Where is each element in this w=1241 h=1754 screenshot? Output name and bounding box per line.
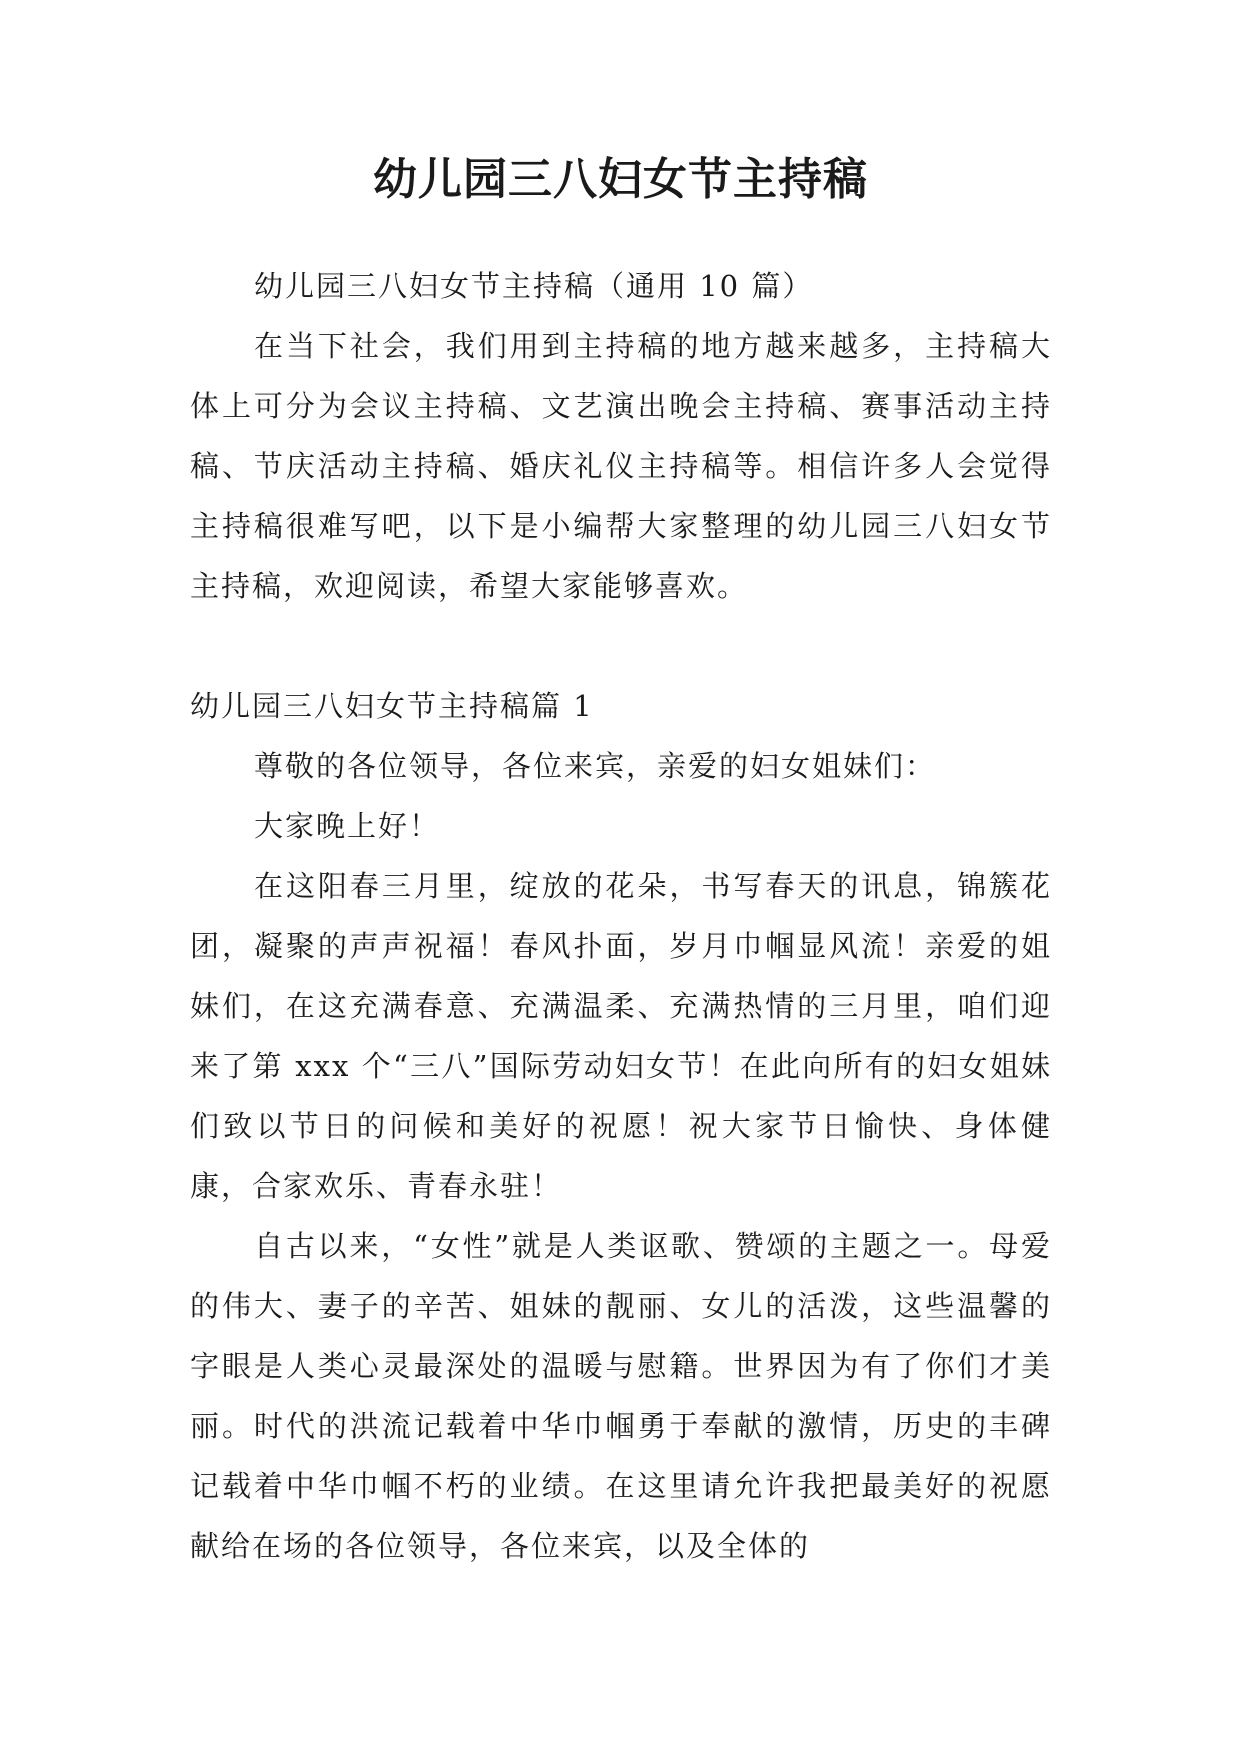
body-paragraph: 自古以来，“女性”就是人类讴歌、赞颂的主题之一。母爱的伟大、妻子的辛苦、姐妹的靓丽、女儿的活泼，这些温馨的字眼是人类心灵最深处的温暖与慰籍。世界因为有了你们才美丽。时代的洪流记载着中华巾帼勇于奉献的激情，历史的丰碑记载着中华巾帼不朽的业绩。在这里请允许我把最美好的祝愿献给在场的各位领导，各位来宾，以及全体的 xyxy=(190,1229,1052,1563)
section-heading: 幼儿园三八妇女节主持稿篇 1 xyxy=(190,689,594,723)
section-spacer xyxy=(190,616,1052,676)
salutation-paragraph: 尊敬的各位领导，各位来宾，亲爱的妇女姐妹们： xyxy=(254,749,937,783)
document-subtitle: 幼儿园三八妇女节主持稿（通用 10 篇） xyxy=(254,269,814,303)
document-body xyxy=(190,256,1052,1576)
intro-paragraph: 在当下社会，我们用到主持稿的地方越来越多，主持稿大体上可分为会议主持稿、文艺演出晚会主持稿、赛事活动主持稿、节庆活动主持稿、婚庆礼仪主持稿等。相信许多人会觉得主持稿很难写吧，以下是小编帮大家整理的幼儿园三八妇女节主持稿，欢迎阅读，希望大家能够喜欢。 xyxy=(190,329,1052,603)
body-paragraph: 在这阳春三月里，绽放的花朵，书写春天的讯息，锦簇花团，凝聚的声声祝福！春风扑面，岁月巾帼显风流！亲爱的姐妹们，在这充满春意、充满温柔、充满热情的三月里，咱们迎来了第 xxx 个“三八”国际劳动妇女节！在此向所有的妇女姐妹们致以节日的问候和美好的祝愿！祝大家节日愉快、身体健康，合家欢乐、青春永驻！ xyxy=(190,869,1052,1203)
greeting-paragraph: 大家晚上好！ xyxy=(254,809,441,843)
document-title: 幼儿园三八妇女节主持稿 xyxy=(373,154,868,205)
